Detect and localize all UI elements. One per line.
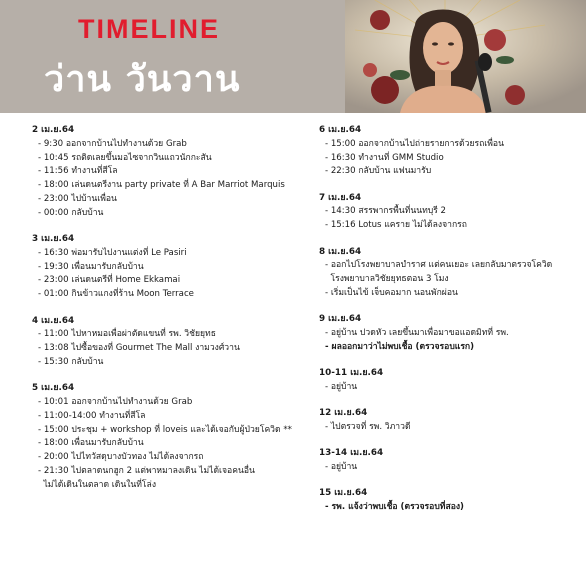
day-date: 9 เม.ย.64 bbox=[319, 314, 362, 325]
timeline-entry: - 22:30 กลับบ้าน แฟนมารับ bbox=[325, 166, 432, 177]
timeline-entry: - อยู่บ้าน bbox=[325, 381, 358, 392]
page-subtitle: ว่าน วันวาน bbox=[44, 59, 241, 100]
timeline-entry: - 23:00 เล่นดนตรีที่ Home Ekkamai bbox=[38, 275, 181, 286]
timeline-entry: - รพ. แจ้งว่าพบเชื้อ (ตรวจรอบที่สอง) bbox=[325, 502, 464, 513]
day-date: 5 เม.ย.64 bbox=[32, 383, 75, 394]
timeline-entry: - 18:00 เพื่อนมารับกลับบ้าน bbox=[38, 438, 144, 449]
timeline-entry: - 13:08 ไปซื้อของที่ Gourmet The Mall งามวงศ์วาน bbox=[38, 343, 240, 354]
day-date: 12 เม.ย.64 bbox=[319, 408, 368, 419]
timeline-day bbox=[319, 192, 581, 233]
timeline-entry: - 15:00 ออกจากบ้านไปถ่ายรายการด้วยรถเพื่อน bbox=[325, 138, 504, 149]
timeline-day bbox=[32, 382, 300, 492]
timeline-entry: - 00:00 กลับบ้าน bbox=[38, 207, 104, 218]
timeline-day bbox=[319, 124, 581, 179]
timeline-day bbox=[319, 447, 581, 475]
timeline-entry: - 01:00 กินข้าวแกงที่ร้าน Moon Terrace bbox=[38, 289, 194, 300]
timeline-entry: - 14:30 สรรพากรพื้นที่นนทบุรี 2 bbox=[325, 206, 447, 217]
timeline-day bbox=[319, 487, 581, 515]
timeline-entry: - 10:01 ออกจากบ้านไปทำงานด้วย Grab bbox=[38, 397, 193, 408]
timeline-day bbox=[32, 233, 300, 302]
timeline-entry: - 11:00-14:00 ทำงานที่สีโล bbox=[38, 410, 146, 421]
day-date: 2 เม.ย.64 bbox=[32, 125, 75, 135]
page-title: TIMELINE bbox=[78, 14, 220, 44]
timeline-entry: - 16:30 พ่อมารับไปงานแต่งที่ Le Pasiri bbox=[38, 247, 187, 258]
timeline-entry: - 18:00 เล่นดนตรีงาน party private ที่ A Bar Marriot Marquis bbox=[38, 180, 285, 191]
timeline-entry: - 10:45 รถติดเลยขึ้นมอไซจากวินแถวนักกะสัน bbox=[38, 152, 212, 163]
timeline-entry: - 11:00 ไปหาหมอเพื่อผ่าตัดแขนที่ รพ. วิชัยยุทธ bbox=[38, 329, 216, 340]
day-date: 15 เม.ย.64 bbox=[319, 488, 368, 499]
timeline-entry: - 11:56 ทำงานที่สีโล bbox=[38, 166, 118, 177]
day-date: 8 เม.ย.64 bbox=[319, 246, 362, 257]
timeline-entry: โรงพยาบาลวิชัยยุทธตอน 3 โมง bbox=[325, 274, 449, 285]
timeline-left-column bbox=[32, 124, 300, 505]
timeline-entry: - 20:00 ไปไทวัสดุบางบัวทอง ไม่ได้ลงจากรถ bbox=[38, 452, 204, 463]
timeline-entry: - เริ่มเป็นไข้ เจ็บคอมาก นอนพักผ่อน bbox=[325, 287, 458, 298]
timeline-day bbox=[319, 246, 581, 301]
timeline-day bbox=[32, 315, 300, 370]
day-date: 4 เม.ย.64 bbox=[32, 315, 75, 326]
timeline-entry: - ออกไปโรงพยาบาลบำราศ แต่คนเยอะ เลยกลับมาตรวจโควิด bbox=[325, 260, 553, 271]
timeline-entry: - 9:30 ออกจากบ้านไปทำงานด้วย Grab bbox=[38, 138, 187, 149]
timeline-day bbox=[319, 313, 581, 354]
timeline-entry: - อยู่บ้าน ปวดหัว เลยขึ้นมาเพื่อมาขอแอดมิทที่ รพ. bbox=[325, 328, 509, 339]
timeline-right-column bbox=[319, 124, 581, 528]
timeline-entry: - 15:30 กลับบ้าน bbox=[38, 356, 104, 367]
portrait-photo bbox=[345, 0, 586, 113]
timeline-entry: - 15:00 ประชุม + workshop ที่ loveis และได้เจอกับผู้ป่วยโควิด ** bbox=[38, 424, 292, 435]
day-date: 6 เม.ย.64 bbox=[319, 125, 362, 135]
timeline-day bbox=[319, 407, 581, 435]
timeline-day bbox=[32, 124, 300, 221]
day-date: 13-14 เม.ย.64 bbox=[319, 448, 384, 459]
timeline-entry: - 19:30 เพื่อนมารับกลับบ้าน bbox=[38, 261, 144, 272]
timeline-entry: - ไปตรวจที่ รพ. วิภาวดี bbox=[325, 422, 411, 433]
timeline-entry: - 16:30 ทำงานที่ GMM Studio bbox=[325, 152, 444, 163]
timeline-entry: - ผลออกมาว่าไม่พบเชื้อ (ตรวจรอบแรก) bbox=[325, 341, 475, 352]
day-date: 3 เม.ย.64 bbox=[32, 234, 75, 245]
timeline-entry: ไม่ได้เดินในตลาด เดินในที่โล่ง bbox=[38, 479, 157, 490]
timeline-day bbox=[319, 367, 581, 395]
day-date: 10-11 เม.ย.64 bbox=[319, 368, 384, 379]
timeline-entry: - อยู่บ้าน bbox=[325, 462, 358, 473]
timeline-entry: - 15:16 Lotus แคราย ไม่ได้ลงจากรถ bbox=[325, 220, 467, 231]
day-date: 7 เม.ย.64 bbox=[319, 192, 362, 203]
timeline-entry: - 21:30 ไปตลาดนกฮูก 2 แต่พาหมาลงเดิน ไม่ได้เจอคนอื่น bbox=[38, 466, 255, 477]
timeline-entry: - 23:00 ไปบ้านเพื่อน bbox=[38, 193, 117, 204]
header-banner bbox=[0, 0, 586, 113]
